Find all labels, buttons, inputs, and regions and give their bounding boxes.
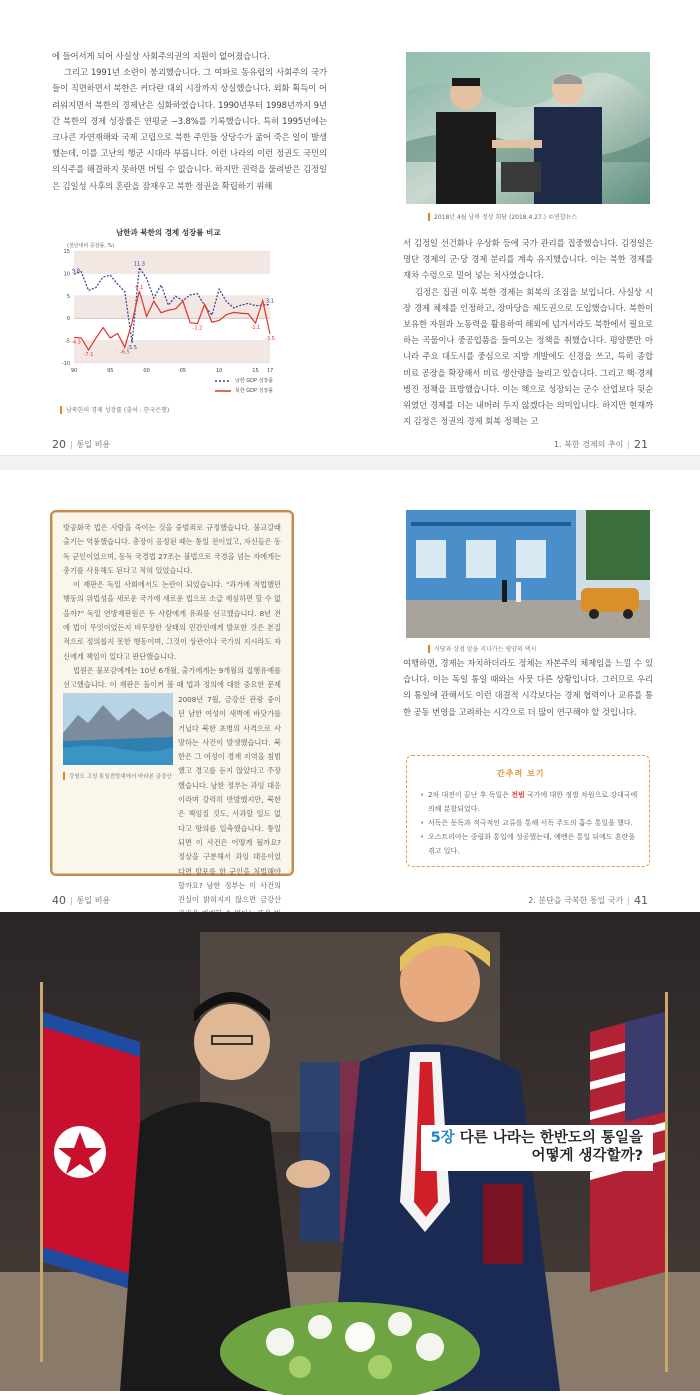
data-label: 3.1 bbox=[266, 298, 274, 305]
chapter-title-line-1 bbox=[431, 1129, 643, 1147]
chart-legend bbox=[215, 377, 273, 397]
paragraph: 에 들어서게 되어 사실상 사회주의권의 지원이 없어졌습니다. bbox=[52, 51, 270, 61]
y-tick-label: 0 bbox=[66, 316, 70, 323]
box-text-wrap bbox=[178, 693, 281, 905]
running-head: 통일 비용 bbox=[76, 896, 111, 905]
street-illustration bbox=[406, 510, 650, 638]
paragraph: 이 재판은 독일 사회에서도 논란이 되었습니다. "과거에 적법했던 행동의 위법성을 새로운 국가에 새로운 법으로 소급 재심하면 할 수 없을까?" 독일 연방재판원은 두 사람에게 유죄를 선고했습니다. 8년 전에 법이 무엇이었든지 비무장한 상태의 민간인에게 발포한 것은 본질적으로 정의롭지 못한 행동이며, 그것이 상관이나 국가의 지시라도 자신에게 책임이 있다고 판단했습니다. bbox=[63, 580, 281, 661]
legend-item-north bbox=[215, 387, 273, 394]
paragraph: 법원은 불포감에게는 10년 6개월, 출가에게는 9개월의 집행유예를 선고했습니다. 이 재판은 돌이켜 볼 때 법과 정의에 대한 중요한 문제 bbox=[63, 665, 281, 690]
chart-title: 남한과 북한의 경제 성장률 비교 bbox=[116, 228, 221, 237]
paragraph: 2008년 7월, 금강산 관광 중이던 남한 여성이 새벽에 바닷가를 거닐다 북한 초병의 사격으로 사망하는 사건이 발생했습니다. 북한은 그 여성이 경계 지역을 침범했고 경고를 듣지 않았다고 주장했습니다. 남한 정부는 과잉 대응이라며 강력히 반발했지만, 북한은 책임질 것도, 사과할 일도 없다고 항의를 일축했습니다. 통일되면 이 사건은 어떻게 될까요? 정상을 구분해서 과잉 대응이었다면 발포를 한 군인을 처벌해야 할까요? 남한 정부는 이 사건의 진실이 밝혀지지 않으면 금강산 bbox=[178, 695, 281, 905]
x-tick-label: 17 bbox=[266, 368, 274, 374]
y-tick-label: -5 bbox=[65, 338, 70, 345]
left-body-text bbox=[52, 48, 327, 194]
legend-dashed-swatch bbox=[215, 379, 231, 383]
data-label: -1.1 bbox=[250, 325, 261, 332]
box-image-caption bbox=[63, 772, 172, 780]
spread-pages-40-41 bbox=[0, 470, 700, 912]
page-divider bbox=[0, 456, 700, 470]
right-body-text bbox=[403, 235, 653, 429]
x-tick-label: 00 bbox=[143, 368, 150, 374]
data-label: -6.5 bbox=[119, 349, 130, 356]
x-tick-label: 90 bbox=[70, 368, 78, 374]
caption-text: 남북한의 경제 성장률 (출처 : 한국은행) bbox=[66, 407, 170, 414]
chart-band bbox=[74, 341, 270, 363]
legend-item-south bbox=[215, 377, 273, 384]
running-head: 통일 비용 bbox=[76, 440, 111, 449]
chapter-title-label bbox=[421, 1125, 653, 1171]
caption-bar bbox=[60, 406, 62, 414]
page-number: 21 bbox=[634, 438, 648, 451]
summit-photo bbox=[406, 52, 650, 204]
legend-label: 북한 GDP 성장률 bbox=[235, 388, 274, 394]
legend-solid-swatch bbox=[215, 389, 231, 393]
box-spacer bbox=[63, 653, 281, 693]
y-tick-label: 10 bbox=[63, 271, 70, 278]
paragraph: 그리고 1991년 소련이 붕괴했습니다. 그 여파로 동유럽의 사회주의 국가들이 직면하면서 북한은 커다란 대외 시장까지 상실했습니다. 외화 획득이 어려워지면서 북한의 경제난은 심화하였습니다. 1990년부터 1998년까지 9년간 북한의 경제 성장률은 연평균 −3.8%를 기록했습니다. 특히 1995년에는 크나큰 자연재해와 국제 고립으로 북한 주민들 상당수가 굶어 죽은 일이 발생했는데, 이를 고난의 행군 시대라 부릅니다. 이런 나라의 이런 정권도 국민의 의식주를 해결하지 못하면 버틸 수 없습니다. 하지만 권력을 물려받은 김정일은 김일성 사후의 혼란을 잠재우고 북한 정권을 확립하기 위해 bbox=[52, 67, 327, 191]
summary-text: 국가에 대한 정벌 차원으로 강대국에 의해 분할되었다. bbox=[428, 791, 638, 813]
page-number: 40 bbox=[52, 894, 66, 907]
x-tick-label: 10 bbox=[215, 368, 223, 374]
summary-item bbox=[420, 788, 640, 816]
caption-text: 강원도 고성 통일전망대에서 바라본 금강산 bbox=[69, 774, 172, 780]
data-label: -3.5 bbox=[265, 335, 275, 342]
y-tick-label: 5 bbox=[66, 293, 70, 300]
summary-text: 2차 대전이 끝난 후 독일은 bbox=[428, 791, 512, 799]
y-tick-label: 15 bbox=[63, 249, 70, 255]
summary-text: 서독은 동독과 적극적인 교류를 통해 서독 주도의 흡수 통일을 했다. bbox=[428, 819, 633, 827]
right-folio: 2. 분단을 극복한 통일 국가 | 41 bbox=[528, 894, 648, 907]
chart-band bbox=[74, 296, 270, 318]
caption-bar bbox=[428, 645, 430, 653]
caption-bar bbox=[63, 772, 65, 780]
caption-bar bbox=[428, 213, 430, 221]
chapter-number: 5장 bbox=[430, 1130, 455, 1146]
gdp-line-chart bbox=[50, 245, 290, 375]
paragraph: 김정은 집권 이후 북한 경제는 회복의 조짐을 보입니다. 사실상 시장 경제 체제를 인정하고, 장마당을 제도권으로 도입했습니다. 북한이 보유한 자원과 노동력을 활용하여 해외에 넘겨서라도 북한에서 필요로 하는 곡물이나 중공업품을 들여오는 정책을 취했습니다. 평양뿐만 아니라 주요 대도시를 중심으로 지방 개발에도 신경을 쓰고, 특히 종합 비료 공장을 확장해서 비료 생산량을 늘리고 있습니다. 그리고 핵·경제 병진 정책을 표방했습니다. 이는 핵으로 성장되는 군수 산업보다 뒷순위였던 경제를 더는 내버려 두지 않겠다는 의미입니다. 하지만 현재까지 김정은 정권의 경제 회복 정책는 고 bbox=[403, 286, 653, 427]
summary-list bbox=[420, 788, 640, 858]
left-folio: 20 | 통일 비용 bbox=[52, 438, 111, 451]
paragraph: 여행하면, 경제는 자치하더라도 정체는 자본주의 체제임을 느낄 수 있습니다. 이는 독일 통일 때와는 사뭇 다른 상황입니다. 그러므로 우리의 통일에 관해서도 이런 대결적 시각보다는 경제 협력이나 교류를 통한 공동 번영을 고려하는 시각으로 더 많이 연구해야 할 것입니다. bbox=[403, 658, 653, 717]
y-tick-label: -10 bbox=[61, 361, 70, 367]
caption-text: 식당과 상점 앞을 지나가는 평양의 택시 bbox=[434, 646, 537, 653]
legend-label: 남한 GDP 성장률 bbox=[235, 378, 274, 384]
right-folio: 1. 북한 경제의 추이 | 21 bbox=[553, 438, 648, 451]
summary-item bbox=[420, 816, 640, 830]
mountain-photo bbox=[63, 693, 173, 765]
chart-caption bbox=[60, 405, 169, 414]
data-label: 6.1 bbox=[135, 284, 144, 291]
x-tick-label: 05 bbox=[179, 368, 187, 374]
running-head: 1. 북한 경제의 추이 bbox=[553, 440, 624, 449]
data-label: 9.8 bbox=[72, 268, 80, 275]
data-label: -1.2 bbox=[192, 325, 203, 332]
left-folio: 40 | 통일 비용 bbox=[52, 894, 111, 907]
summary-title: 간추려 보기 bbox=[497, 769, 545, 778]
data-label: 11.3 bbox=[133, 261, 145, 268]
page-number: 41 bbox=[634, 894, 648, 907]
data-label: -5.5 bbox=[127, 344, 137, 351]
chapter-title-text: 다른 나라는 한반도의 통일을 bbox=[459, 1130, 643, 1146]
data-label: -4.3 bbox=[71, 339, 81, 346]
photo-caption bbox=[428, 644, 536, 653]
chart-band bbox=[74, 251, 270, 273]
handshake bbox=[286, 1160, 330, 1188]
running-head: 2. 분단을 극복한 통일 국가 bbox=[528, 896, 624, 905]
photo-caption bbox=[428, 212, 577, 221]
summary-highlight: 전범 bbox=[511, 791, 525, 799]
x-tick-label: 15 bbox=[252, 368, 259, 374]
paragraph: 방공화국 법은 사람을 죽이는 것을 중범죄로 규정했습니다. 불교갈래 출기는 역풍했습니다. 총장이 음정된 때는 통일 전이었고, 자신들은 동독 군인이었으며, 동독 국경법 27조는 불법으로 국경을 넘는 자에게는 총기를 사용해도 된다고 적혀 있었습니다. bbox=[63, 523, 281, 575]
chart-y-label: (전년대비 증감률, %) bbox=[67, 243, 115, 249]
caption-text: 2018년 4월 남북 정상 회담 (2018.4.27.) ©연합뉴스 bbox=[434, 214, 578, 221]
right-body-text bbox=[403, 655, 653, 720]
summary-text: 오스트리아는 중립화 통일에 성공했는데, 예멘은 통일 뒤에도 혼란을 겪고 있다. bbox=[428, 833, 636, 855]
summit-photo-illustration bbox=[406, 52, 650, 204]
page-number: 20 bbox=[52, 438, 66, 451]
pyongyang-photo bbox=[406, 510, 650, 638]
summary-item bbox=[420, 830, 640, 858]
paragraph: 서 김정일 선건화나 우상화 등에 국가 관리를 집중했습니다. 김정일은 명단 경제의 군·당 경제 분리를 계속 유지했습니다. 이는 북한 경제를 재차 수렁으로 밀어 넣는 처사였습니다. bbox=[403, 238, 653, 281]
chapter-title-line-2: 어떻게 생각할까? bbox=[531, 1148, 643, 1164]
x-tick-label: 95 bbox=[107, 368, 114, 374]
spread-pages-20-21 bbox=[0, 0, 700, 456]
mountain-illustration bbox=[63, 693, 173, 765]
data-label: -7.1 bbox=[83, 352, 94, 359]
